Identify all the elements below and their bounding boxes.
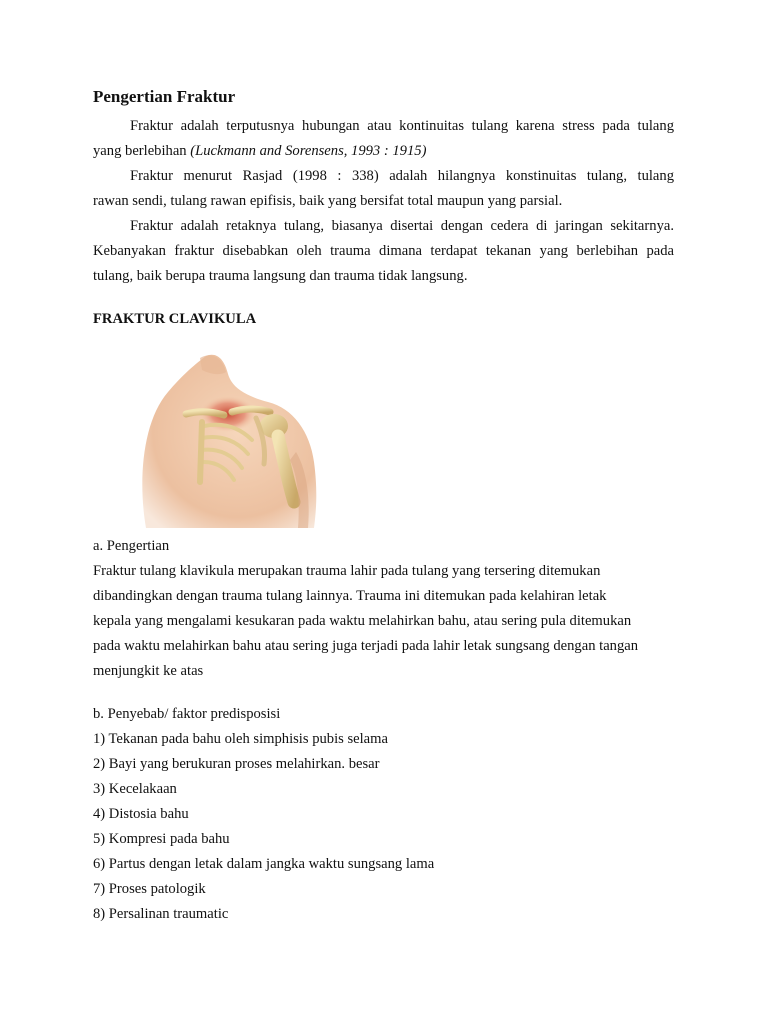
intro-paragraph-2 [93,164,674,214]
intro-paragraph-3 [93,214,674,289]
intro-p3-line3: tulang, baik berupa trauma langsung dan trauma tidak langsung. [93,268,468,284]
intro-paragraph-1 [93,114,674,164]
pengertian-line: Fraktur tulang klavikula merupakan trauma lahir pada tulang yang tersering ditemukan [93,563,601,579]
page-title: Pengertian Fraktur [93,87,236,106]
intro-p1-line1: Fraktur adalah terputusnya hubungan atau kontinuitas tulang karena stress pada tulang [130,118,674,134]
penyebab-section [93,702,683,927]
intro-p3-line2: Kebanyakan fraktur disebabkan oleh trauma dimana terdapat tekanan yang berlebihan pada [93,243,674,259]
intro-p1-line2-text: yang berlebihan [93,143,187,159]
intro-p2-line1: Fraktur menurut Rasjad (1998 : 338) adalah hilangnya konstinuitas tulang, tulang [130,168,674,184]
pengertian-section [93,534,683,684]
list-item: 1) Tekanan pada bahu oleh simphisis pubis selama [93,731,388,747]
citation: (Luckmann and Sorensens, 1993 : 1915) [190,143,427,159]
pengertian-heading: a. Pengertian [93,538,170,554]
shoulder-clavicle-fracture-illustration [128,352,328,528]
section-title: FRAKTUR CLAVIKULA [93,311,257,327]
pengertian-line: kepala yang mengalami kesukaran pada waktu melahirkan bahu, atau sering pula ditemukan [93,613,632,629]
list-item: 8) Persalinan traumatic [93,906,229,922]
list-item: 7) Proses patologik [93,881,206,897]
pengertian-line: dibandingkan dengan trauma tulang lainnya. Trauma ini ditemukan pada kelahiran letak [93,588,607,604]
list-item: 3) Kecelakaan [93,781,177,797]
intro-p1-line2 [93,139,674,164]
pengertian-line: menjungkit ke atas [93,663,204,679]
list-item: 2) Bayi yang berukuran proses melahirkan. besar [93,756,380,772]
pengertian-line: pada waktu melahirkan bahu atau sering juga terjadi pada lahir letak sungsang dengan tangan [93,638,639,654]
list-item: 5) Kompresi pada bahu [93,831,230,847]
intro-p3-line1: Fraktur adalah retaknya tulang, biasanya disertai dengan cedera di jaringan sekitarnya. [130,218,674,234]
intro-p2-line2: rawan sendi, tulang rawan epifisis, baik yang bersifat total maupun yang parsial. [93,193,563,209]
list-item: 6) Partus dengan letak dalam jangka waktu sungsang lama [93,856,435,872]
list-item: 4) Distosia bahu [93,806,189,822]
penyebab-heading: b. Penyebab/ faktor predisposisi [93,706,281,722]
